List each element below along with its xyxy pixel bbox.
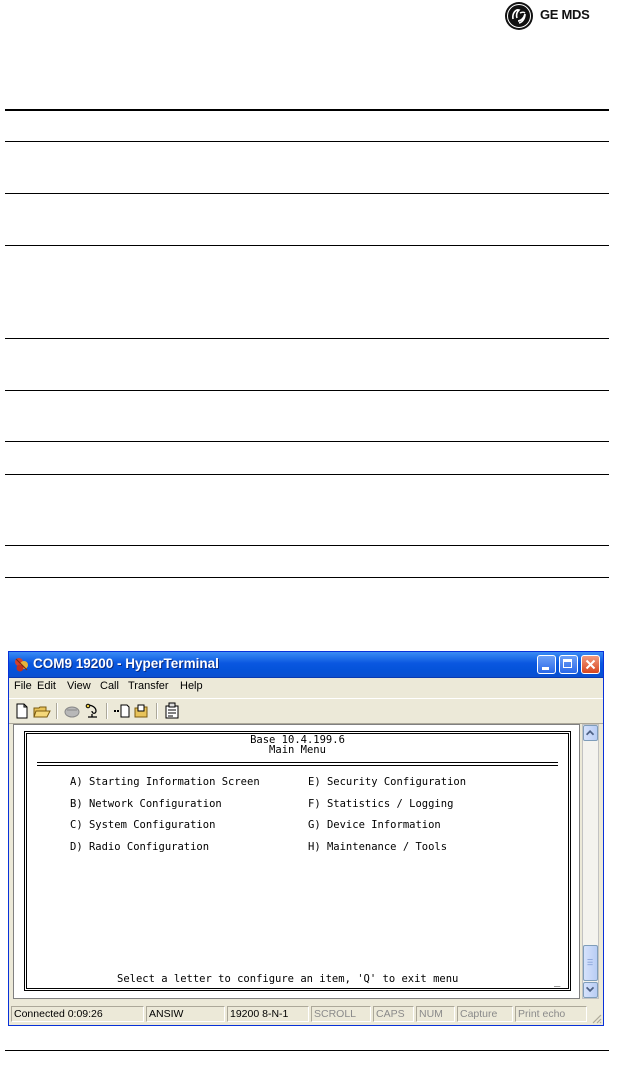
status-connected: Connected 0:09:26 bbox=[11, 1006, 144, 1022]
dial-icon[interactable] bbox=[83, 702, 101, 720]
menu-option-b: B) Network Configuration bbox=[70, 798, 222, 810]
page-footer-rule bbox=[5, 1050, 609, 1051]
terminal-prompt: Select a letter to configure an item, 'Q' to exit menu bbox=[117, 973, 459, 985]
status-caps: CAPS bbox=[373, 1006, 414, 1022]
minimize-button[interactable] bbox=[537, 655, 556, 674]
terminal-menu-title: Main Menu bbox=[269, 744, 326, 756]
ge-mds-logo bbox=[504, 0, 614, 34]
table-rule bbox=[5, 245, 609, 246]
toolbar bbox=[9, 698, 603, 724]
scroll-grip-icon bbox=[584, 946, 597, 980]
properties-icon[interactable] bbox=[163, 702, 181, 720]
table-rule bbox=[5, 577, 609, 578]
menu-option-d: D) Radio Configuration bbox=[70, 841, 210, 853]
menu-option-f: F) Statistics / Logging bbox=[308, 798, 454, 810]
title-bar[interactable] bbox=[9, 652, 603, 678]
maximize-button[interactable] bbox=[559, 655, 578, 674]
maximize-icon bbox=[563, 659, 572, 668]
table-rule bbox=[5, 474, 609, 475]
menu-transfer[interactable]: Transfer bbox=[128, 680, 169, 692]
table-rule bbox=[5, 441, 609, 442]
close-button[interactable] bbox=[581, 655, 600, 674]
hyperterminal-icon[interactable] bbox=[13, 656, 30, 673]
send-icon[interactable] bbox=[113, 702, 131, 720]
disconnect-icon[interactable] bbox=[63, 702, 81, 720]
new-icon[interactable] bbox=[13, 702, 31, 720]
menu-view[interactable]: View bbox=[67, 680, 91, 692]
terminal-cursor: _ bbox=[554, 975, 561, 987]
scroll-up-button[interactable] bbox=[583, 725, 598, 741]
status-num: NUM bbox=[416, 1006, 455, 1022]
scroll-down-icon bbox=[584, 983, 597, 997]
scroll-down-button[interactable] bbox=[583, 982, 598, 998]
menu-file[interactable]: File bbox=[14, 680, 32, 692]
minimize-icon bbox=[542, 667, 549, 670]
menu-option-a: A) Starting Information Screen bbox=[70, 776, 260, 788]
terminal-host: Base 10.4.199.6 bbox=[250, 734, 345, 746]
menu-edit[interactable]: Edit bbox=[37, 680, 56, 692]
status-scroll: SCROLL bbox=[311, 1006, 371, 1022]
logo-text: GE MDS bbox=[540, 7, 590, 22]
status-emulation: ANSIW bbox=[146, 1006, 225, 1022]
menu-bar bbox=[9, 678, 603, 696]
menu-option-e: E) Security Configuration bbox=[308, 776, 467, 788]
table-rule bbox=[5, 141, 609, 142]
window-title: COM9 19200 - HyperTerminal bbox=[33, 656, 219, 671]
menu-option-h: H) Maintenance / Tools bbox=[308, 841, 448, 853]
toolbar-separator bbox=[106, 703, 108, 719]
status-bar bbox=[9, 1003, 603, 1025]
menu-option-g: G) Device Information bbox=[308, 819, 441, 831]
menu-call[interactable]: Call bbox=[100, 680, 119, 692]
ge-seal-icon bbox=[504, 1, 534, 31]
toolbar-separator bbox=[156, 703, 158, 719]
table-rule-top bbox=[5, 109, 609, 111]
terminal-area[interactable] bbox=[13, 724, 580, 999]
close-icon bbox=[582, 656, 599, 673]
status-print-echo: Print echo bbox=[515, 1006, 587, 1022]
table-rule bbox=[5, 545, 609, 546]
status-capture: Capture bbox=[457, 1006, 513, 1022]
hyperterminal-window bbox=[8, 651, 604, 1026]
scroll-thumb[interactable] bbox=[583, 945, 598, 981]
terminal-divider bbox=[37, 762, 558, 766]
table-rule bbox=[5, 390, 609, 391]
vertical-scrollbar[interactable] bbox=[582, 724, 599, 999]
resize-grip-icon[interactable] bbox=[590, 1012, 602, 1024]
status-port-settings: 19200 8-N-1 bbox=[227, 1006, 309, 1022]
table-rule bbox=[5, 193, 609, 194]
receive-icon[interactable] bbox=[133, 702, 151, 720]
toolbar-separator bbox=[56, 703, 58, 719]
open-icon[interactable] bbox=[33, 702, 51, 720]
terminal-screen-border bbox=[24, 731, 571, 991]
menu-option-c: C) System Configuration bbox=[70, 819, 216, 831]
menu-help[interactable]: Help bbox=[180, 680, 203, 692]
scroll-up-icon bbox=[584, 726, 597, 740]
table-rule bbox=[5, 338, 609, 339]
